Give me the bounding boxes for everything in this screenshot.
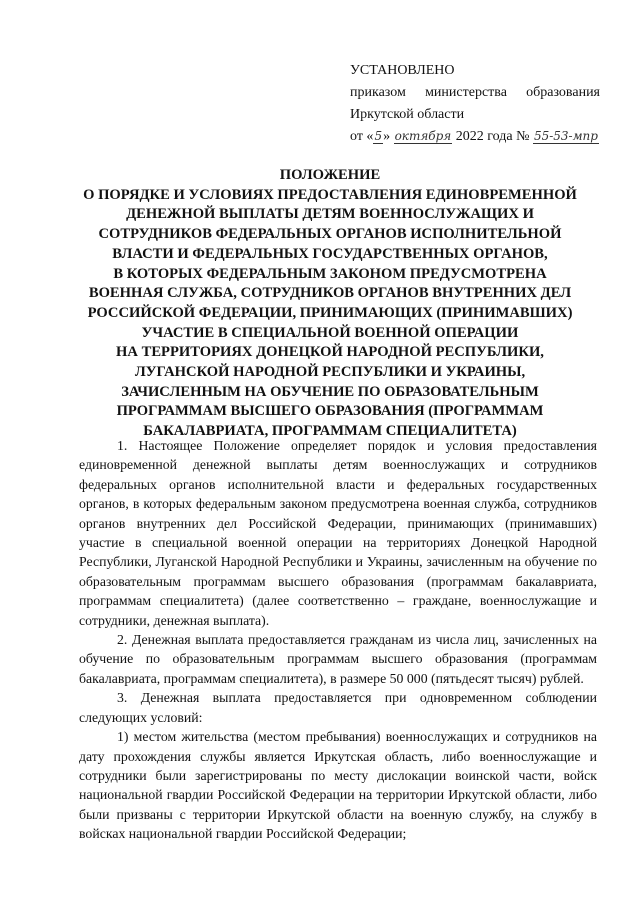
title-line: ПРОГРАММАМ ВЫСШЕГО ОБРАЗОВАНИЯ (ПРОГРАММАМ — [116, 403, 544, 420]
title-line: ДЕНЕЖНОЙ ВЫПЛАТЫ ДЕТЯМ ВОЕННОСЛУЖАЩИХ И — [126, 206, 534, 223]
title-line: РОССИЙСКОЙ ФЕДЕРАЦИИ, ПРИНИМАЮЩИХ (ПРИНИМАВШИХ) — [87, 304, 573, 321]
paragraph-2: 2. Денежная выплата предоставляется гражданам из числа лиц, зачисленных на обучение по образовательным программам высшего образования (программам бакалавриата, программам специалитета), в размере 50 000 (пятьдесят тысяч) рублей. — [79, 632, 597, 686]
handwritten-day: 5 — [374, 129, 383, 143]
paragraph-3-item-1: 1) местом жительства (местом пребывания) военнослужащих и сотрудников на дату прохождения службы является Иркутская область, либо военнослужащие и сотрудники были зарегистрированы по месту дислокации воинской части, войск национальной гвардии Российской Федерации на территории Иркутской области, либо были призваны с территории Иркутской области на военную службу, на службу в войсках национальной гвардии Российской Федерации; — [79, 729, 597, 842]
handwritten-order-number: 55-53-мпр — [533, 129, 598, 143]
title-line: В КОТОРЫХ ФЕДЕРАЛЬНЫМ ЗАКОНОМ ПРЕДУСМОТРЕНА — [113, 265, 547, 282]
approval-stamp — [350, 60, 600, 148]
title-line: ЛУГАНСКОЙ НАРОДНОЙ РЕСПУБЛИКИ И УКРАИНЫ, — [134, 364, 526, 381]
approval-date-line — [350, 126, 600, 148]
date-prefix: от « — [350, 129, 374, 144]
title-line: СОТРУДНИКОВ ФЕДЕРАЛЬНЫХ ОРГАНОВ ИСПОЛНИТЕЛЬНОЙ — [98, 226, 562, 243]
title-line: НА ТЕРРИТОРИЯХ ДОНЕЦКОЙ НАРОДНОЙ РЕСПУБЛИКИ, — [116, 344, 544, 361]
title-line: УЧАСТИЕ В СПЕЦИАЛЬНОЙ ВОЕННОЙ ОПЕРАЦИИ — [141, 324, 519, 341]
paragraph-1: 1. Настоящее Положение определяет порядок и условия предоставления единовременной денежной выплаты детям военнослужащих и сотрудников федеральных органов исполнительной власти и федеральных государственных органов, в которых федеральным законом предусмотрена военная служба, сотрудников органов внутренних дел Российской Федерации, принимающих (принимавших) участие в специальной военной операции на территориях Донецкой Народной Республики, Луганской Народной Республики и Украины, зачисленным на обучение по образовательным программам высшего образования (программам бакалавриата, программам специалитета) (далее соответственно – граждане, военнослужащие и сотрудники, денежная выплата). — [79, 438, 597, 628]
approval-heading: УСТАНОВЛЕНО — [350, 63, 455, 78]
title-line: ЗАЧИСЛЕННЫМ НА ОБУЧЕНИЕ ПО ОБРАЗОВАТЕЛЬНЫМ — [121, 383, 539, 400]
paragraph-3: 3. Денежная выплата предоставляется при одновременном соблюдении следующих условий: — [79, 690, 597, 725]
date-year: 2022 года № — [455, 129, 530, 144]
date-mid: » — [383, 129, 391, 144]
approval-region-line: Иркутской области — [350, 107, 465, 122]
approval-order-line: приказом министерства образования — [350, 85, 600, 100]
title-line: БАКАЛАВРИАТА, ПРОГРАММАМ СПЕЦИАЛИТЕТА) — [143, 423, 517, 440]
title-line: ПОЛОЖЕНИЕ — [279, 167, 381, 183]
title-line: О ПОРЯДКЕ И УСЛОВИЯХ ПРЕДОСТАВЛЕНИЯ ЕДИНОВРЕМЕННОЙ — [83, 186, 577, 203]
document-title — [70, 166, 590, 442]
document-body — [79, 436, 597, 844]
handwritten-month: октября — [394, 129, 452, 143]
title-line: ВЛАСТИ И ФЕДЕРАЛЬНЫХ ГОСУДАРСТВЕННЫХ ОРГАНОВ, — [112, 245, 548, 262]
title-line: ВОЕННАЯ СЛУЖБА, СОТРУДНИКОВ ОРГАНОВ ВНУТРЕННИХ ДЕЛ — [88, 285, 572, 302]
